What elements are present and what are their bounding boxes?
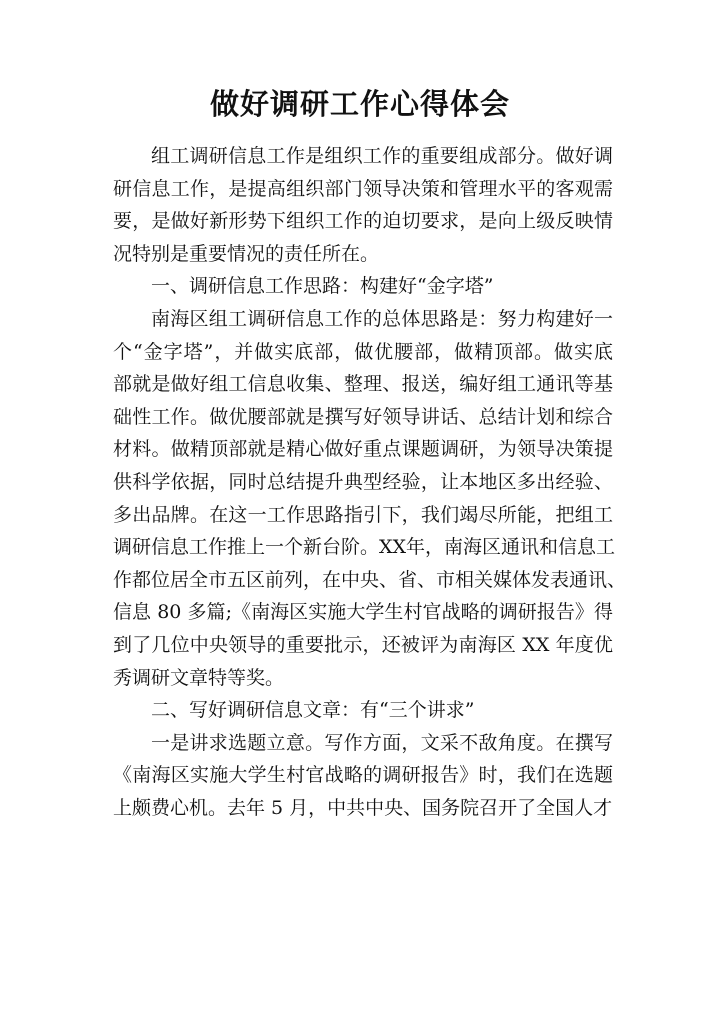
paragraph <box>113 303 627 694</box>
text-line: 组工调研信息工作是组织工作的重要组成部分。做好调 <box>151 145 613 167</box>
text-line: 一、调研信息工作思路：构建好“金字塔” <box>151 275 494 298</box>
text-line: 多出品牌。在这一工作思路指引下，我们竭尽所能，把组工 <box>113 503 613 526</box>
text-line: 况特别是重要情况的责任所在。 <box>113 242 380 265</box>
section-heading <box>113 694 613 727</box>
text-line: 调研信息工作推上一个新台阶。XX年，南海区通讯和信息工 <box>113 536 616 559</box>
text-line: 一是讲求选题立意。写作方面，文采不敌角度。在撰写 <box>151 731 613 754</box>
document-title: 做好调研工作心得体会 <box>209 87 510 121</box>
text-line: 信息 80 多篇;《南海区实施大学生村官战略的调研报告》得 <box>113 601 613 624</box>
text-line: 个“金字塔”，并做实底部，做优腰部，做精顶部。做实底 <box>113 340 613 363</box>
text-line: 南海区组工调研信息工作的总体思路是：努力构建好一 <box>151 307 613 330</box>
section-heading <box>113 270 613 303</box>
text-line: 部就是做好组工信息收集、整理、报送，编好组工通讯等基 <box>113 373 613 396</box>
text-line: 要，是做好新形势下组织工作的迫切要求，是向上级反映情 <box>113 210 613 233</box>
text-line: 材料。做精顶部就是精心做好重点课题调研，为领导决策提 <box>113 438 613 461</box>
text-line: 秀调研文章特等奖。 <box>113 666 285 689</box>
paragraph <box>113 727 613 825</box>
text-line: 供科学依据，同时总结提升典型经验，让本地区多出经验、 <box>113 470 613 493</box>
text-line: 二、写好调研信息文章：有“三个讲求” <box>151 699 475 722</box>
text-line: 研信息工作，是提高组织部门领导决策和管理水平的客观需 <box>113 177 613 200</box>
document-body <box>113 140 627 824</box>
paragraph <box>113 140 613 270</box>
text-line: 到了几位中央领导的重要批示，还被评为南海区 XX 年度优 <box>113 633 613 656</box>
text-line: 上颇费心机。去年 5 月，中共中央、国务院召开了全国人才 <box>113 796 613 819</box>
text-line: 作都位居全市五区前列，在中央、省、市相关媒体发表通讯、 <box>113 568 627 591</box>
text-line: 《南海区实施大学生村官战略的调研报告》时，我们在选题 <box>113 764 613 787</box>
text-line: 础性工作。做优腰部就是撰写好领导讲话、总结计划和综合 <box>113 405 613 428</box>
